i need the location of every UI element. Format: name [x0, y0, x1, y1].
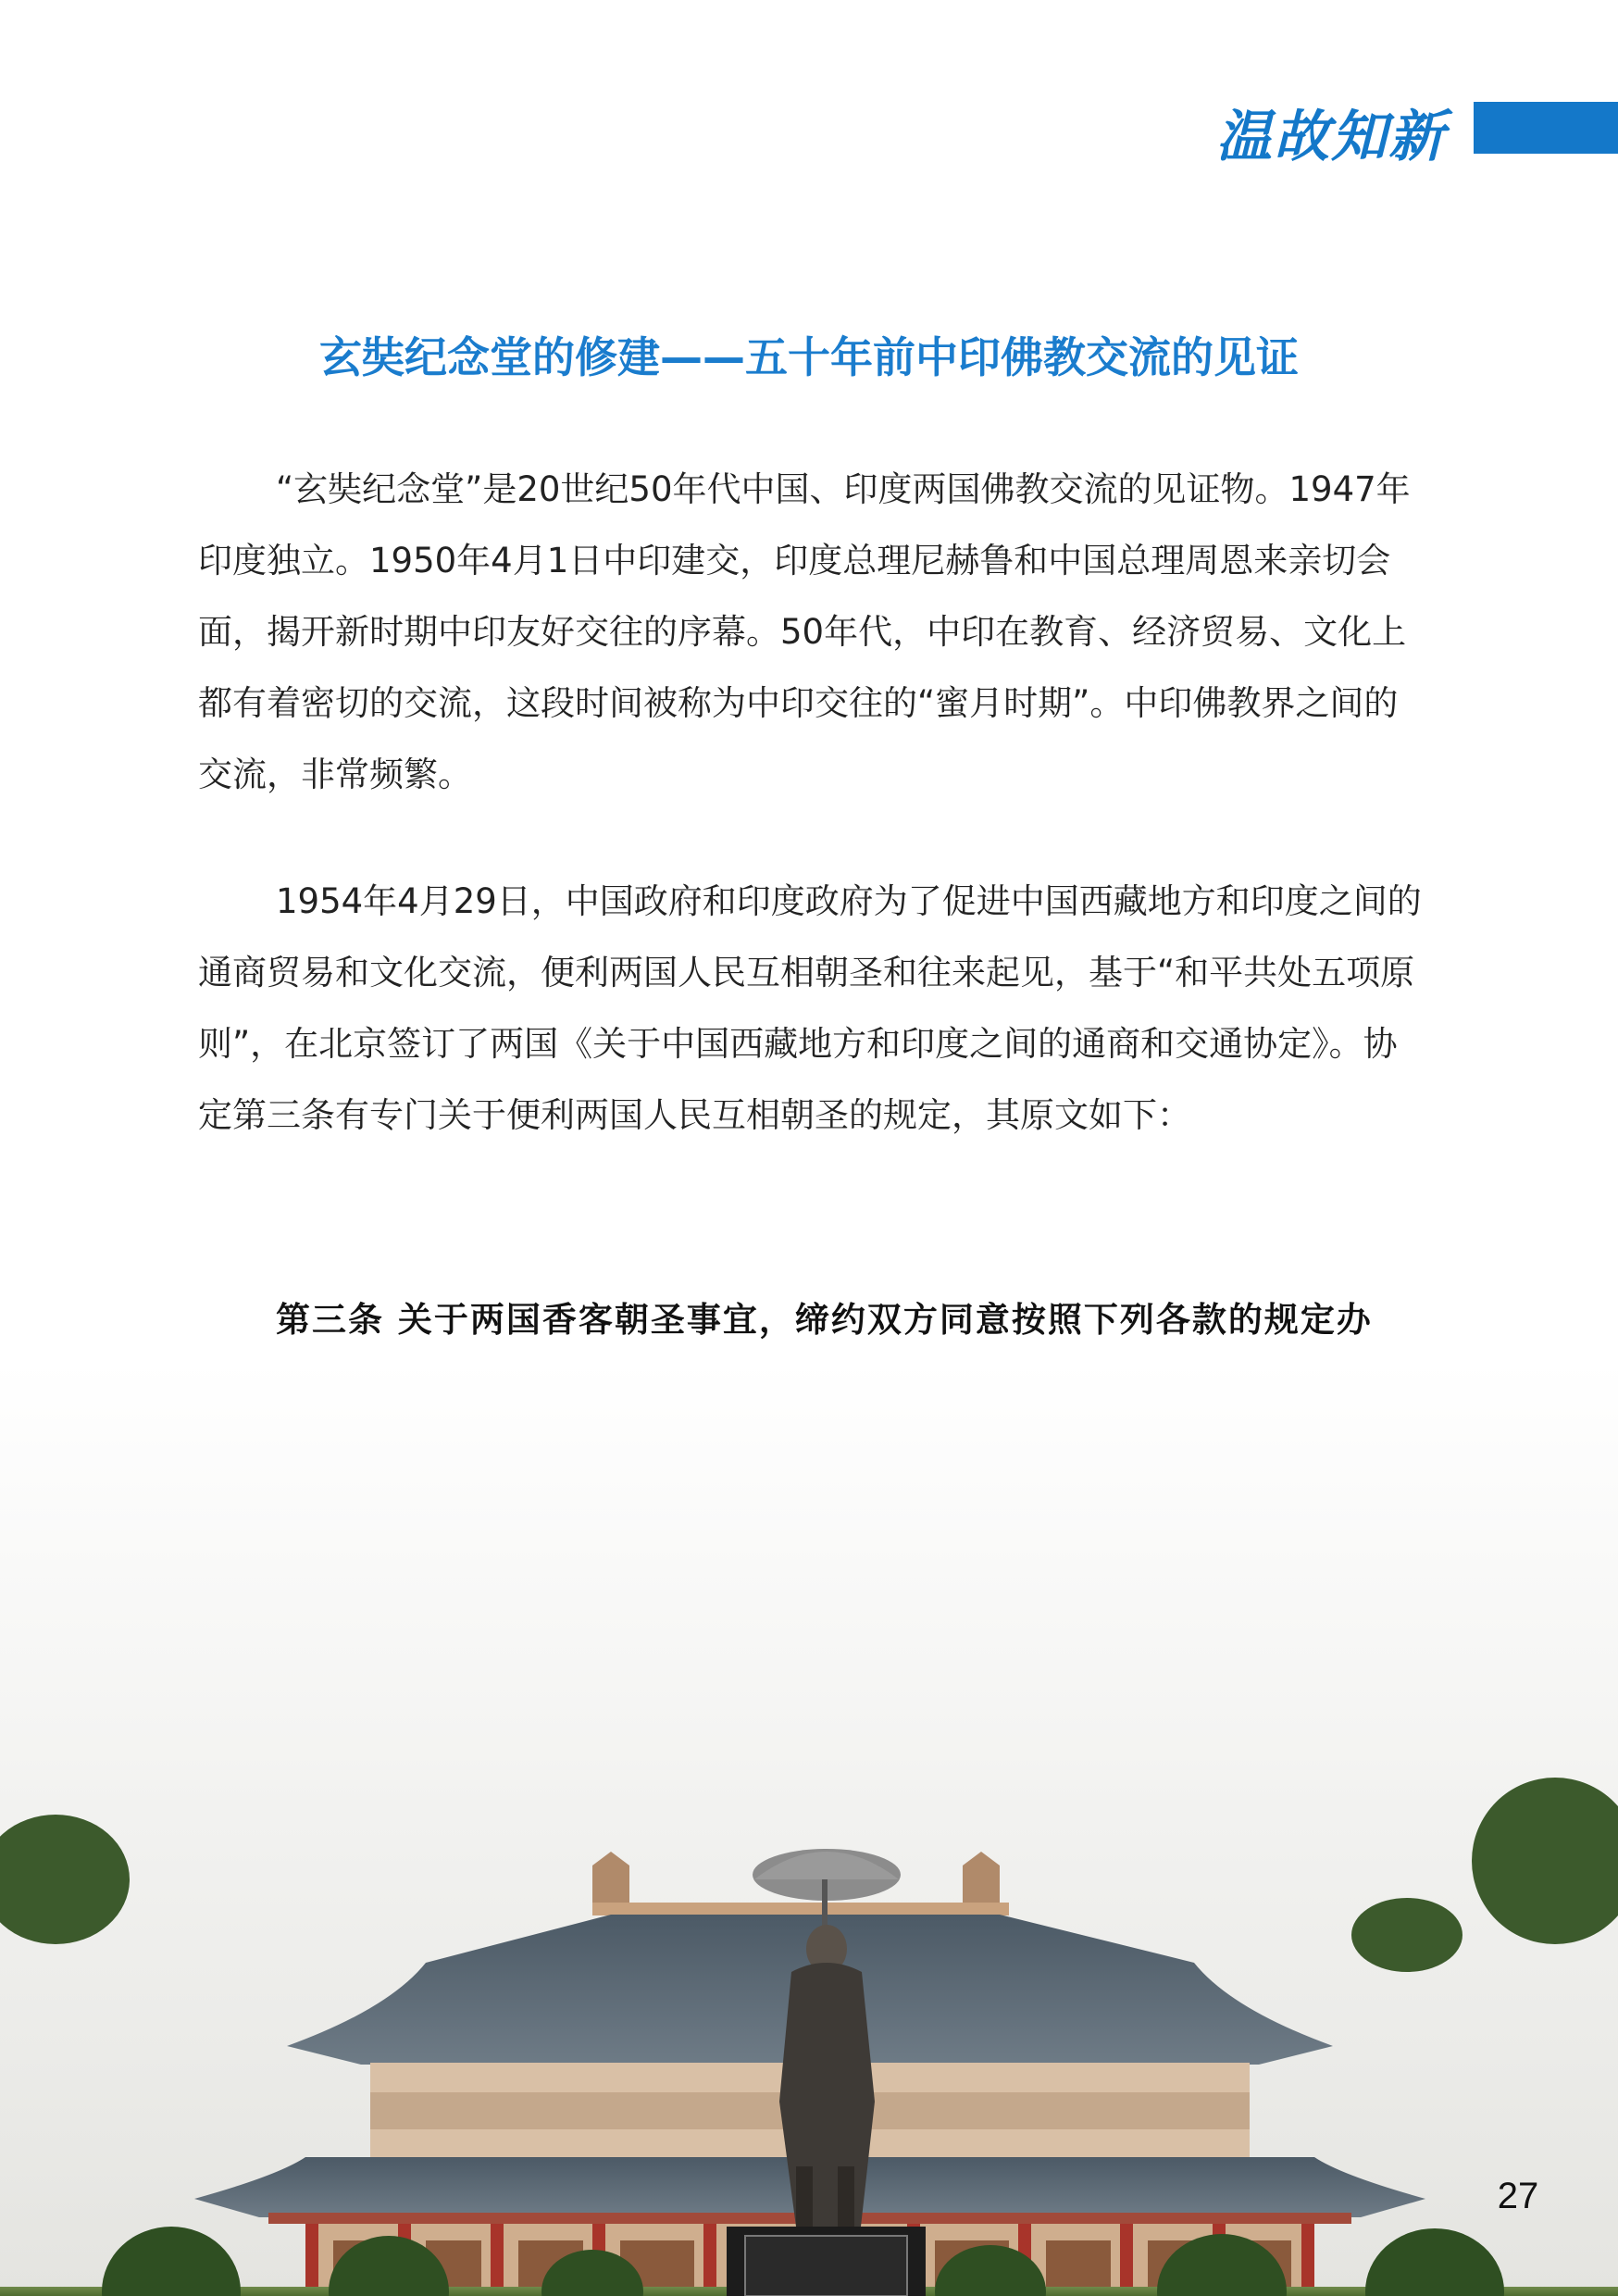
article-three-clause: 第三条 关于两国香客朝圣事宜，缔约双方同意按照下列各款的规定办 [276, 1299, 1373, 1340]
section-title: 温故知新 [1216, 105, 1446, 169]
article-title: 玄奘纪念堂的修建——五十年前中印佛教交流的见证 [319, 332, 1299, 382]
paragraph-2: 1954年4月29日，中国政府和印度政府为了促进中国西藏地方和印度之间的通商贸易和文化交流，便利两国人民互相朝圣和往来起见，基于“和平共处五项原则”，在北京签订了两国《关于中国西藏地方和印度之间的通商和交通协定》。协定第三条有专门关于便利两国人民互相朝圣的规定，其原文如下： [198, 881, 1422, 1135]
header-accent-bar [1474, 102, 1618, 154]
page-number: 27 [1497, 2176, 1539, 2216]
memorial-hall-photo [0, 1361, 1618, 2296]
paragraph-1: “玄奘纪念堂”是20世纪50年代中国、印度两国佛教交流的见证物。1947年印度独立。1950年4月1日中印建交，印度总理尼赫鲁和中国总理周恩来亲切会面，揭开新时期中印友好交往的序幕。50年代，中印在教育、经济贸易、文化上都有着密切的交流，这段时间被称为中印交往的“蜜月时期”。中印佛教界之间的交流，非常频繁。 [198, 469, 1411, 794]
